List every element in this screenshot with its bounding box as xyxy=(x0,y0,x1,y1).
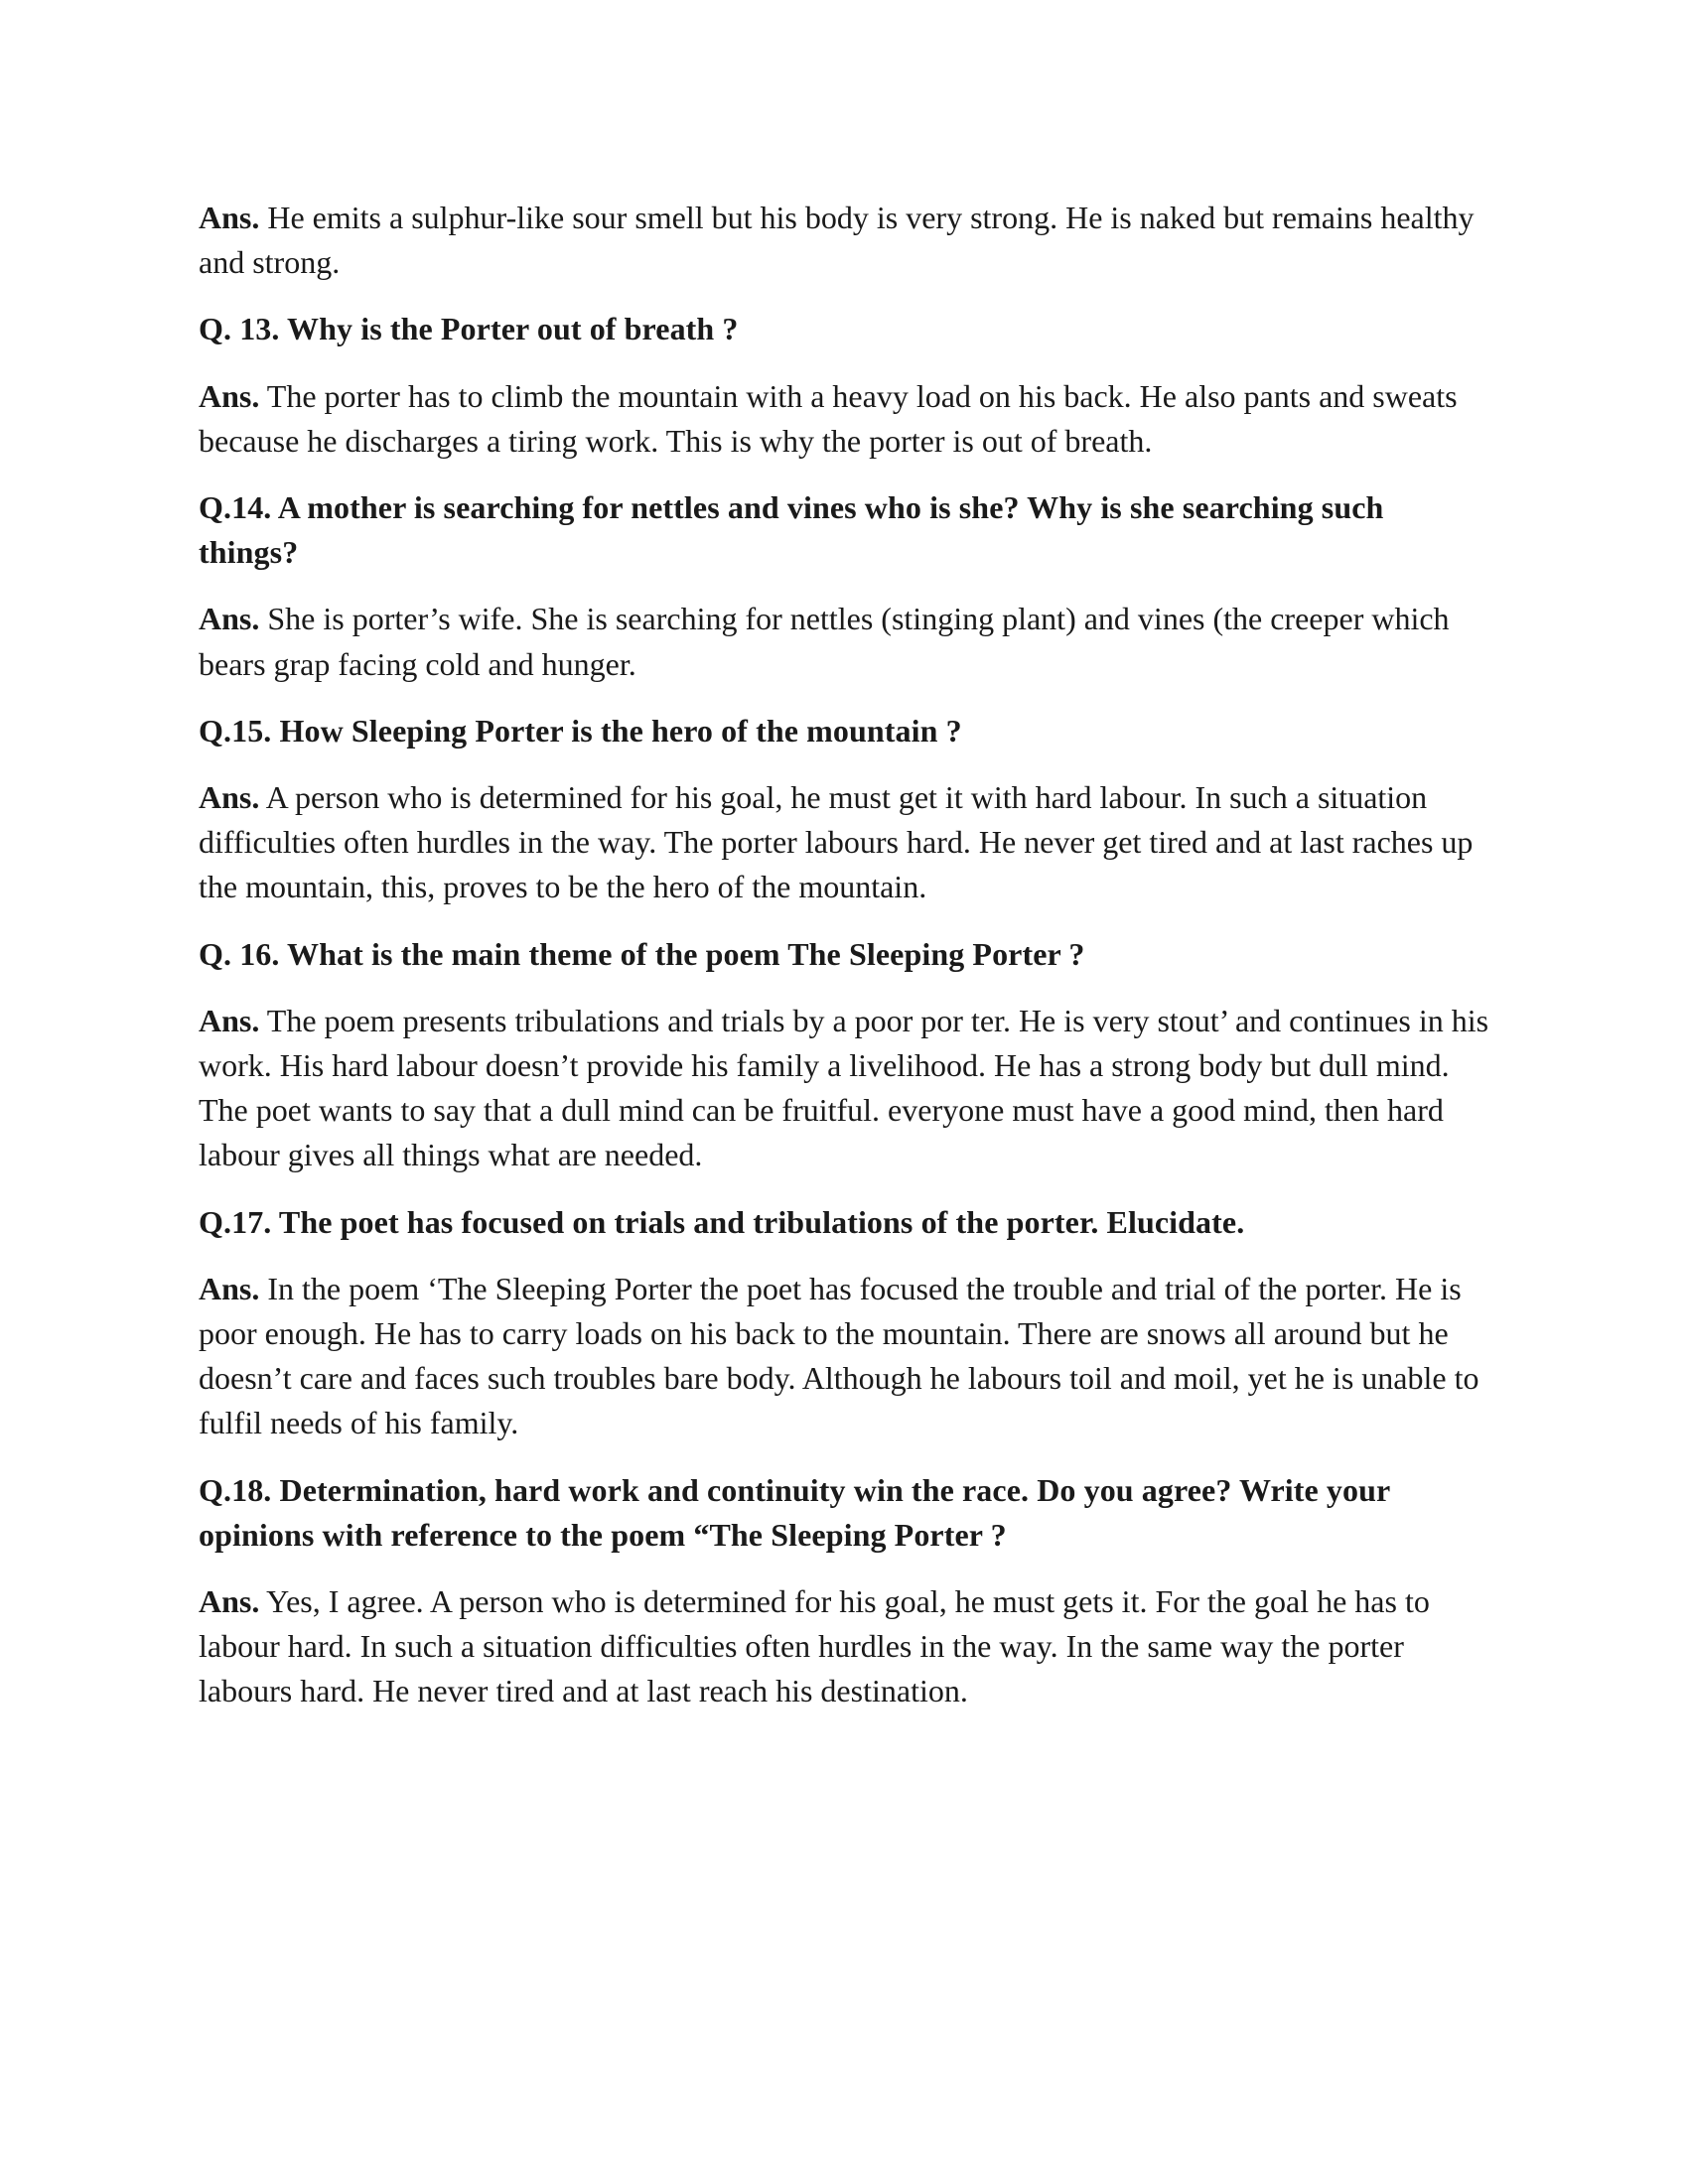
question-q14: Q.14. A mother is searching for nettles and vines who is she? Why is she searching such things? xyxy=(199,489,1384,571)
ans-label: Ans. xyxy=(199,1270,260,1306)
ans-label: Ans. xyxy=(199,200,260,235)
answer-text: He emits a sulphur-like sour smell but his body is very strong. He is naked but remains healthy and strong. xyxy=(199,200,1475,281)
answer-q14 xyxy=(199,597,1489,686)
ans-label: Ans. xyxy=(199,1583,260,1620)
answer-q12 xyxy=(199,196,1489,285)
answer-text: Yes, I agree. A person who is determined for his goal, he must gets it. For the goal he has to labour hard. In such a situation difficulties often hurdles in the way. In the same way the porter labours hard. He never tired and at last reach his destination. xyxy=(199,1583,1430,1709)
answer-text: The poem presents tribulations and trials by a poor por ter. He is very stout’ and continues in his work. His hard labour doesn’t provide his family a livelihood. He has a strong body but dull mind. The poet wants to say that a dull mind can be fruitful. everyone must have a good mind, then hard labour gives all things what are needed. xyxy=(199,1002,1489,1173)
ans-label: Ans. xyxy=(199,601,260,637)
answer-text: The porter has to climb the mountain with a heavy load on his back. He also pants and sweats because he discharges a tiring work. This is why the porter is out of breath. xyxy=(199,377,1458,459)
answer-q16 xyxy=(199,999,1489,1178)
question-q18: Q.18. Determination, hard work and continuity win the race. Do you agree? Write your opinions with reference to the poem “The Sleeping Porter ? xyxy=(199,1471,1390,1553)
question-q17: Q.17. The poet has focused on trials and tribulations of the porter. Elucidate. xyxy=(199,1203,1245,1240)
answer-q13 xyxy=(199,374,1489,464)
question-q13: Q. 13. Why is the Porter out of breath ? xyxy=(199,311,739,347)
answer-q18 xyxy=(199,1579,1489,1714)
document-page xyxy=(199,196,1489,1736)
ans-label: Ans. xyxy=(199,779,260,816)
question-q15: Q.15. How Sleeping Porter is the hero of the mountain ? xyxy=(199,712,962,749)
answer-text: A person who is determined for his goal, he must get it with hard labour. In such a situation difficulties often hurdles in the way. The porter labours hard. He never get tired and at last raches up the mountain, this, proves to be the hero of the mountain. xyxy=(199,779,1474,905)
answer-q17 xyxy=(199,1267,1489,1446)
answer-text: In the poem ‘The Sleeping Porter the poet has focused the trouble and trial of the porter. He is poor enough. He has to carry loads on his back to the mountain. There are snows all around but he doesn’t care and faces such troubles bare body. Although he labours toil and moil, yet he is unable to fulfil needs of his family. xyxy=(199,1270,1479,1441)
ans-label: Ans. xyxy=(199,377,260,414)
answer-text: She is porter’s wife. She is searching for nettles (stinging plant) and vines (the creeper which bears grap facing cold and hunger. xyxy=(199,601,1450,682)
answer-q15 xyxy=(199,775,1489,910)
question-q16: Q. 16. What is the main theme of the poem The Sleeping Porter ? xyxy=(199,935,1085,972)
ans-label: Ans. xyxy=(199,1002,260,1038)
